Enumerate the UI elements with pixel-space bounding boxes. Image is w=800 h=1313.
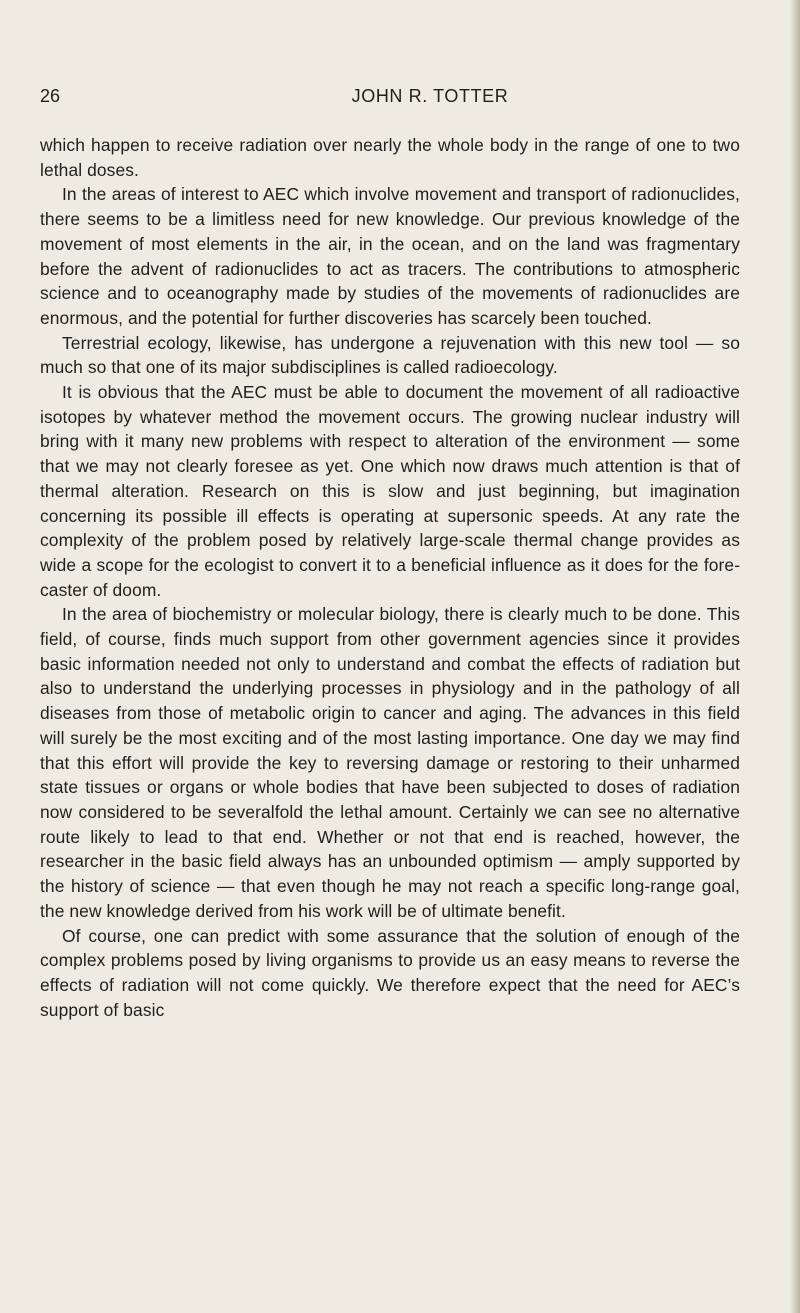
running-head: JOHN R. TOTTER (351, 86, 509, 106)
page-edge-shadow (790, 0, 800, 1313)
page-number: 26 (40, 86, 61, 106)
paragraph-radioactive-isotopes: It is obvious that the AEC must be able to document the movement of all radioactive isotopes by whatever method the movement occurs. The growing nuclear industry will bring with it many new problems with respect to alteration of the environment — some that we may not clearly foresee as yet. One which now draws much attention is that of thermal alteration. Research on this is slow and just beginning, but imagination concerning its possible ill effects is operating at supersonic speeds. At any rate the complexity of the problem posed by relatively large-scale thermal change provides as wide a scope for the ecologist to convert it to a beneficial influence as it does for the forecaster of doom. (40, 382, 740, 600)
paragraph-terrestrial-ecology: Terrestrial ecology, likewise, has undergone a rejuvenation with this new tool — so much so that one of its major subdisciplines is called radioecology. (40, 332, 740, 378)
paragraph-conclusion: Of course, one can predict with some assurance that the solution of enough of the complex problems posed by living organisms to provide us an easy means to reverse the effects of radiation will not come quickly. We therefore expect that the need for AEC’s support of basic (40, 925, 740, 1020)
page-header (40, 86, 740, 114)
paragraph-radionuclides: In the areas of interest to AEC which involve movement and transport of radionuclides, there seems to be a limitless need for new knowledge. Our previous knowledge of the movement of most elements in the air, in the ocean, and on the land was fragmentary before the advent of radionuclides to act as tracers. The contributions to atmospheric science and to oceanography made by studies of the movements of radionuclides are enormous, and the potential for further discoveries has scarcely been touched. (40, 184, 740, 328)
paragraph-biochemistry: In the area of biochemistry or molecular biology, there is clearly much to be done. This field, of course, finds much support from other government agencies since it provides basic information needed not only to understand and combat the effects of radiation but also to understand the underlying processes in physiology and in the pathology of all diseases from those of metabolic origin to cancer and aging. The advances in this field will surely be the most exciting and of the most lasting importance. One day we may find that this effort will provide the key to reversing damage or restoring to their unharmed state tissues or organs or whole bodies that have been subjected to doses of radiation now considered to be severalfold the lethal amount. Certainly we can see no alternative route likely to lead to that end. Whether or not that end is reached, however, the researcher in the basic field always has an unbounded optimism — amply supported by the history of science — that even though he may not reach a specific long-range goal, the new knowledge derived from his work will be of ultimate benefit. (40, 604, 740, 921)
body-text (40, 133, 740, 1022)
paragraph-continued: which happen to receive radiation over nearly the whole body in the range of one to two lethal doses. (40, 135, 740, 180)
